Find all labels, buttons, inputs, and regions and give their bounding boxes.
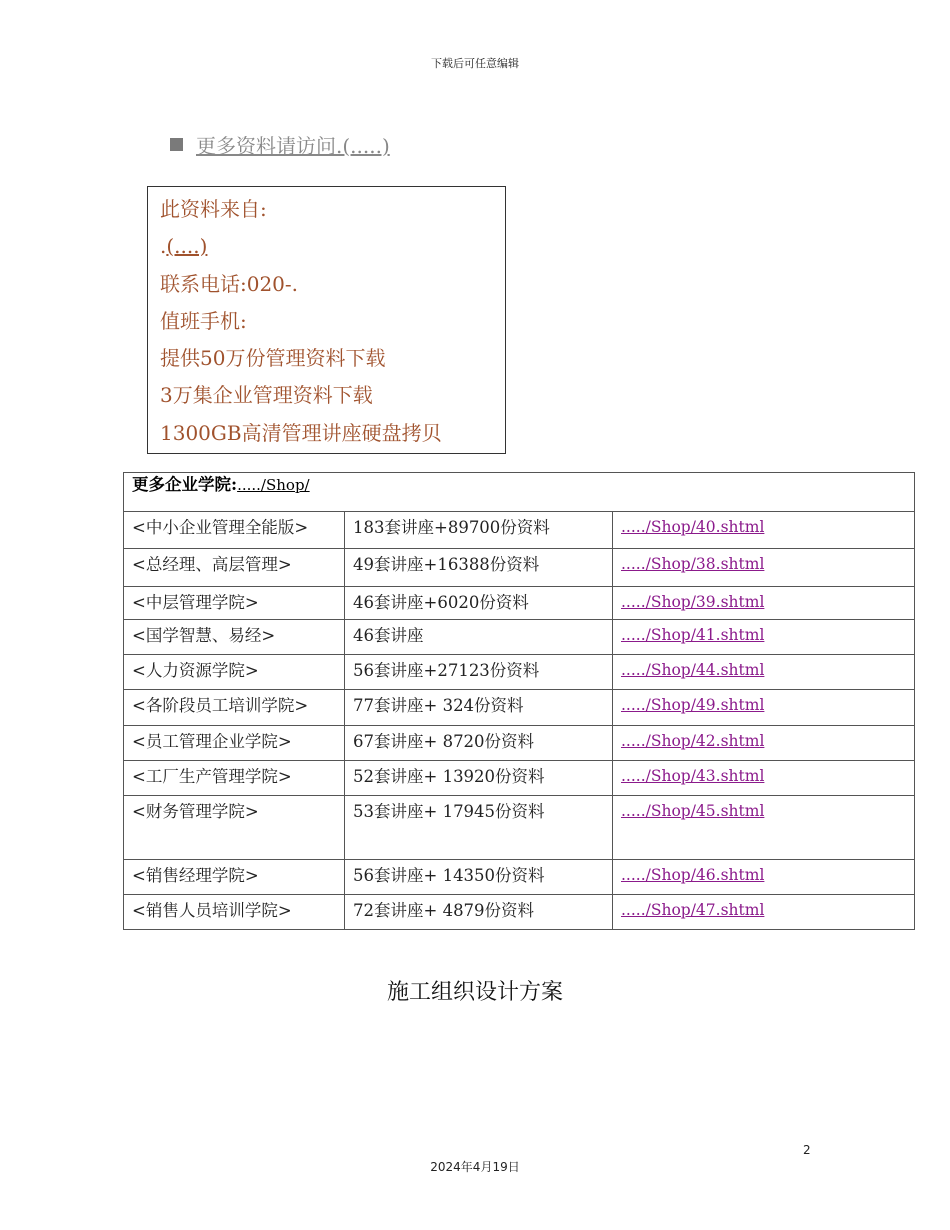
row-name: <中层管理学院> (124, 587, 345, 620)
row-link[interactable]: ...../Shop/42.shtml (613, 726, 915, 761)
source-line-2-prefix: . (160, 234, 167, 259)
table-header-cell (124, 473, 915, 512)
row-desc: 183套讲座+89700份资料 (345, 512, 613, 549)
document-title: 施工组织设计方案 (386, 980, 563, 1005)
source-line-4: 值班手机: (160, 308, 247, 333)
row-link[interactable]: ...../Shop/47.shtml (613, 895, 915, 930)
visit-line (170, 130, 390, 159)
table-row (124, 655, 915, 690)
table-row (124, 726, 915, 761)
row-desc: 56套讲座+ 14350份资料 (345, 860, 613, 895)
source-line-5: 提供50万份管理资料下载 (160, 346, 386, 371)
table-row (124, 761, 915, 796)
source-line-6: 3万集企业管理资料下载 (160, 383, 373, 408)
row-link[interactable]: ...../Shop/40.shtml (613, 512, 915, 549)
visit-link[interactable]: 更多资料请访问.(.....) (196, 134, 390, 158)
bullet-square-icon (170, 138, 183, 151)
row-desc: 49套讲座+16388份资料 (345, 549, 613, 587)
row-link[interactable]: ...../Shop/41.shtml (613, 620, 915, 655)
page-number: 2 (803, 1143, 811, 1157)
footer-date: 2024年4月19日 (430, 1160, 520, 1174)
row-name: <销售人员培训学院> (124, 895, 345, 930)
row-desc: 53套讲座+ 17945份资料 (345, 796, 613, 860)
row-link[interactable]: ...../Shop/46.shtml (613, 860, 915, 895)
row-name: <中小企业管理全能版> (124, 512, 345, 549)
table-header-link[interactable]: ...../Shop/ (237, 476, 310, 494)
table-row (124, 587, 915, 620)
row-link[interactable]: ...../Shop/45.shtml (613, 796, 915, 860)
courses-table (123, 472, 915, 930)
table-row (124, 860, 915, 895)
source-line-7: 1300GB高清管理讲座硬盘拷贝 (160, 420, 442, 445)
row-desc: 46套讲座 (345, 620, 613, 655)
row-name: <总经理、高层管理> (124, 549, 345, 587)
table-row (124, 796, 915, 860)
source-line-2 (160, 228, 505, 265)
source-link[interactable]: (....) (166, 234, 208, 259)
row-name: <国学智慧、易经> (124, 620, 345, 655)
row-link[interactable]: ...../Shop/49.shtml (613, 690, 915, 726)
source-line-1: 此资料来自: (160, 197, 267, 221)
row-name: <销售经理学院> (124, 860, 345, 895)
row-desc: 56套讲座+27123份资料 (345, 655, 613, 690)
row-name: <工厂生产管理学院> (124, 761, 345, 796)
source-info-box (147, 186, 506, 454)
table-row (124, 620, 915, 655)
table-row (124, 549, 915, 587)
row-desc: 77套讲座+ 324份资料 (345, 690, 613, 726)
row-name: <各阶段员工培训学院> (124, 690, 345, 726)
page-header-note: 下载后可任意编辑 (431, 57, 519, 70)
row-desc: 67套讲座+ 8720份资料 (345, 726, 613, 761)
row-name: <员工管理企业学院> (124, 726, 345, 761)
table-header-row (124, 473, 915, 512)
row-name: <财务管理学院> (124, 796, 345, 860)
row-link[interactable]: ...../Shop/38.shtml (613, 549, 915, 587)
row-link[interactable]: ...../Shop/43.shtml (613, 761, 915, 796)
row-desc: 72套讲座+ 4879份资料 (345, 895, 613, 930)
table-row (124, 512, 915, 549)
table-row (124, 690, 915, 726)
row-desc: 52套讲座+ 13920份资料 (345, 761, 613, 796)
table-row (124, 895, 915, 930)
row-desc: 46套讲座+6020份资料 (345, 587, 613, 620)
table-header-label: 更多企业学院: (132, 475, 238, 494)
row-link[interactable]: ...../Shop/39.shtml (613, 587, 915, 620)
row-name: <人力资源学院> (124, 655, 345, 690)
row-link[interactable]: ...../Shop/44.shtml (613, 655, 915, 690)
source-line-3: 联系电话:020-. (160, 271, 299, 296)
